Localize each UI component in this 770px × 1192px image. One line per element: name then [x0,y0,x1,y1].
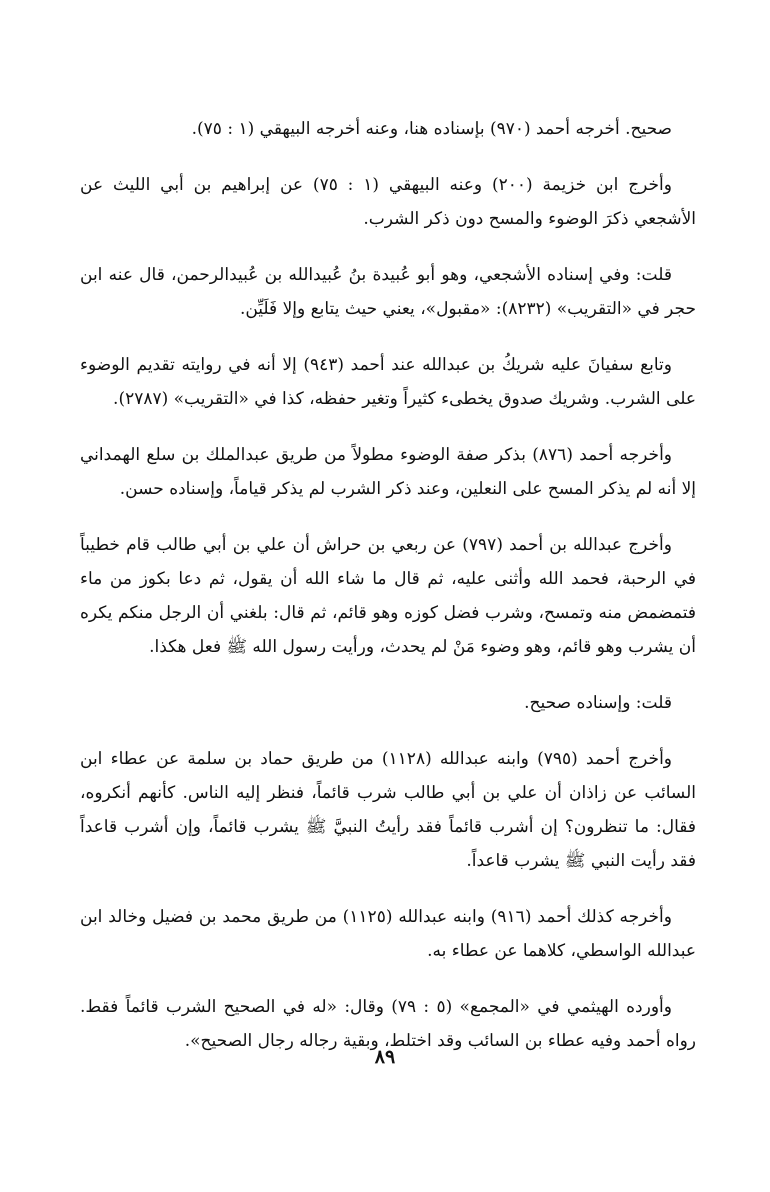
paragraph-8: وأخرج أحمد (٧٩٥) وابنه عبدالله (١١٢٨) من طريق حماد بن سلمة عن عطاء ابن السائب عن زاذان أن علي بن أبي طالب شرب قائماً، فنظر إليه الناس. كأنهم أنكروه، فقال: ما تنظرون؟ إن أشرب قائماً فقد رأيتُ النبيَّ ﷺ يشرب قائماً، وإن أشرب قاعداً فقد رأيت النبي ﷺ يشرب قاعداً. [80,749,696,871]
page-body [80,112,696,1078]
paragraph-4: وتابع سفيانَ عليه شريكُ بن عبدالله عند أحمد (٩٤٣) إلا أنه في روايته تقديم الوضوء على الشرب. وشريك صدوق يخطىء كثيراً وتغير حفظه، كذا في «التقريب» (٢٧٨٧). [80,355,696,409]
paragraph-2: وأخرج ابن خزيمة (٢٠٠) وعنه البيهقي (١ : ٧٥) عن إبراهيم بن أبي الليث عن الأشجعي ذكرَ الوضوء والمسح دون ذكر الشرب. [80,175,696,229]
paragraph-3: قلت: وفي إسناده الأشجعي، وهو أبو عُبيدة بنُ عُبيدالله بن عُبيدالرحمن، قال عنه ابن حجر في «التقريب» (٨٢٣٢): «مقبول»، يعني حيث يتابع وإلا فَلَيِّن. [80,265,696,319]
paragraph-6: وأخرج عبدالله بن أحمد (٧٩٧) عن ربعي بن حراش أن علي بن أبي طالب قام خطيباً في الرحبة، فحمد الله وأثنى عليه، ثم قال ما شاء الله أن يقول، ثم دعا بكوز من ماء فتمضمض منه وتمسح، وشرب فضل كوزه وهو قائم، ثم قال: بلغني أن الرجل منكم يكره أن يشرب وهو قائم، وهو وضوء مَنْ لم يحدث، ورأيت رسول الله ﷺ فعل هكذا. [80,535,696,657]
paragraph-10: وأورده الهيثمي في «المجمع» (٥ : ٧٩) وقال: «له في الصحيح الشرب قائماً فقط. رواه أحمد وفيه عطاء بن السائب وقد اختلط، وبقية رجاله رجال الصحيح». [80,997,696,1051]
paragraph-1: صحيح. أخرجه أحمد (٩٧٠) بإسناده هنا، وعنه أخرجه البيهقي (١ : ٧٥). [191,119,672,139]
paragraph-7: قلت: وإسناده صحيح. [524,693,672,713]
page-number: ٨٩ [374,1046,396,1068]
paragraph-5: وأخرجه أحمد (٨٧٦) بذكر صفة الوضوء مطولاً من طريق عبدالملك بن سلع الهمداني إلا أنه لم يذكر المسح على النعلين، وعند ذكر الشرب لم يذكر قياماً، وإسناده حسن. [80,445,696,499]
paragraph-9: وأخرجه كذلك أحمد (٩١٦) وابنه عبدالله (١١٢٥) من طريق محمد بن فضيل وخالد ابن عبدالله الواسطي، كلاهما عن عطاء به. [80,907,696,961]
